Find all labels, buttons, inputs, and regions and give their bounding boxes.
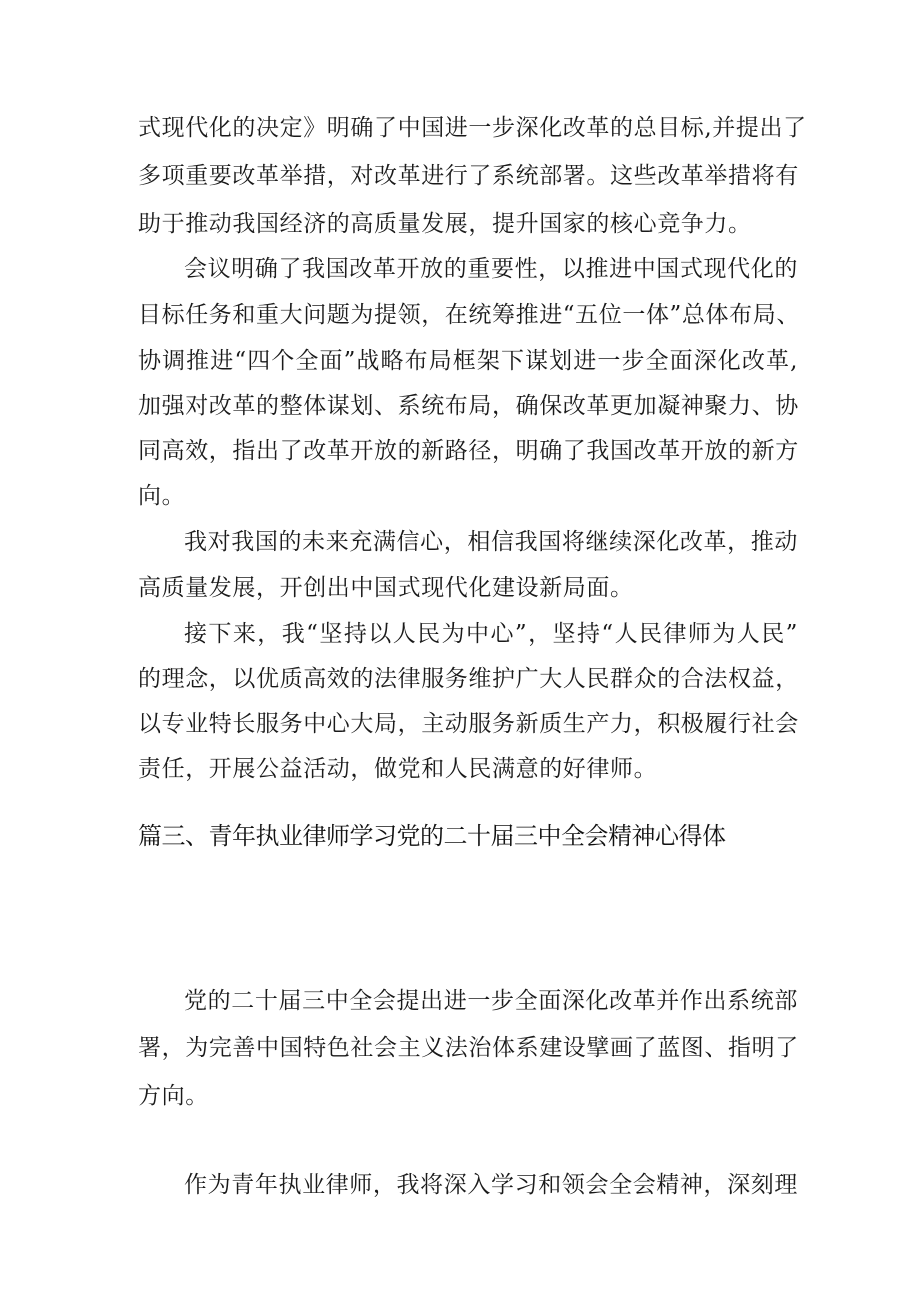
paragraph-4-line-4: 责任，开展公益活动，做党和人民满意的好律师。: [138, 756, 658, 782]
paragraph-2-line-3: 协调推进“四个全面”战略布局框架下谋划进一步全面深化改革,: [138, 348, 798, 374]
paragraph-2-line-4: 加强对改革的整体谋划、系统布局，确保改革更加凝神聚力、协: [138, 393, 799, 419]
paragraph-5-line-3: 方向。: [138, 1083, 209, 1109]
section-heading: 篇三、青年执业律师学习党的二十届三中全会精神心得体: [138, 822, 726, 850]
paragraph-2-line-1: 会议明确了我国改革开放的重要性，以推进中国式现代化的: [184, 256, 798, 282]
paragraph-3-line-1: 我对我国的未来充满信心，相信我国将继续深化改革，推动: [184, 529, 798, 555]
paragraph-4-line-2: 的理念，以优质高效的法律服务维护广大人民群众的合法权益，: [138, 666, 799, 692]
paragraph-1-line-2: 多项重要改革举措，对改革进行了系统部署。这些改革举措将有: [138, 163, 799, 189]
paragraph-3-line-2: 高质量发展，开创出中国式现代化建设新局面。: [138, 575, 634, 601]
paragraph-1-line-1: 式现代化的决定》明确了中国进一步深化改革的总目标,并提出了: [138, 115, 807, 141]
paragraph-4-line-1: 接下来，我“坚持以人民为中心”，坚持“人民律师为人民”: [184, 621, 798, 647]
paragraph-1-line-3: 助于推动我国经济的高质量发展，提升国家的核心竞争力。: [138, 211, 752, 237]
paragraph-2-line-2: 目标任务和重大问题为提领，在统筹推进“五位一体”总体布局、: [138, 302, 800, 328]
paragraph-2-line-5: 同高效，指出了改革开放的新路径，明确了我国改革开放的新方: [138, 438, 799, 464]
paragraph-2-line-6: 向。: [138, 483, 186, 509]
paragraph-5-line-1: 党的二十届三中全会提出进一步全面深化改革并作出系统部: [184, 988, 798, 1014]
paragraph-5-line-2: 署，为完善中国特色社会主义法治体系建设擘画了蓝图、指明了: [138, 1035, 799, 1061]
paragraph-6-line-1: 作为青年执业律师，我将深入学习和领会全会精神，深刻理: [184, 1172, 798, 1198]
paragraph-4-line-3: 以专业特长服务中心大局，主动服务新质生产力，积极履行社会: [138, 711, 799, 737]
